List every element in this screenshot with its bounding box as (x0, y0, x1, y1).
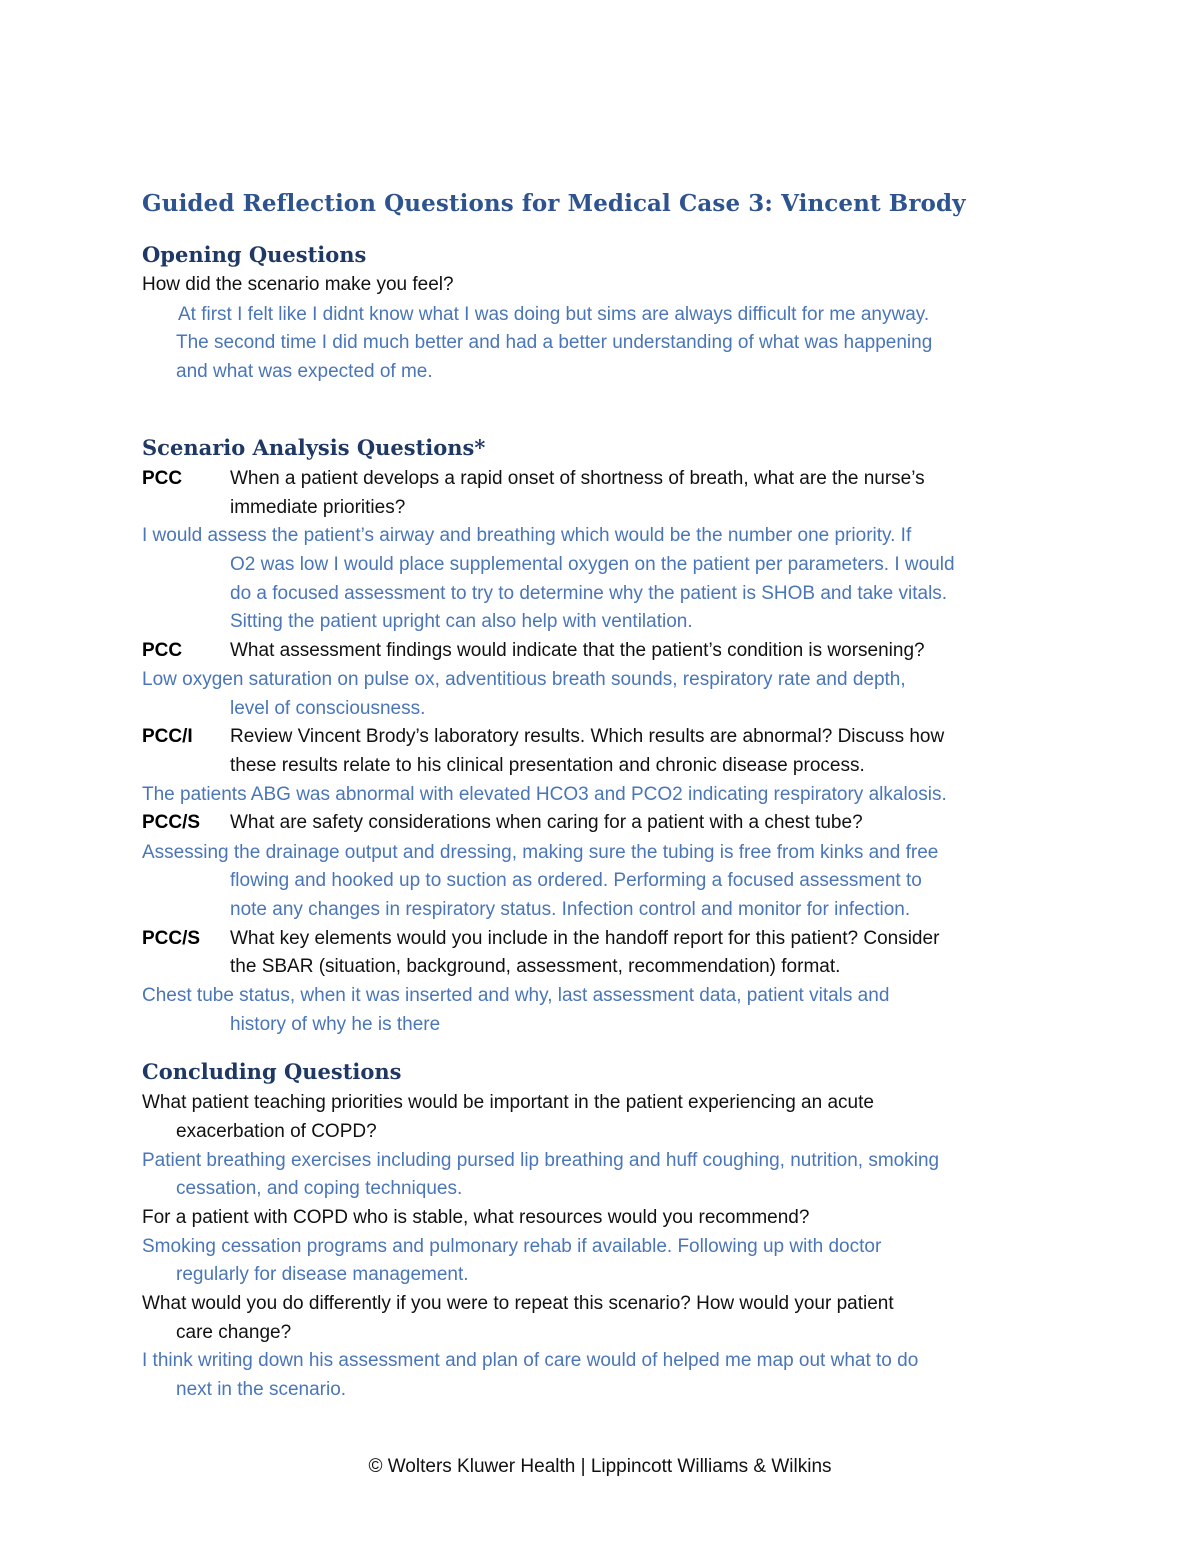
copyright-footer: © Wolters Kluwer Health | Lippincott Williams & Wilkins (368, 1456, 832, 1477)
concluding-answer-line: Smoking cessation programs and pulmonary rehab if available. Following up with doctor (142, 1236, 882, 1257)
analysis-question-line: What key elements would you include in the handoff report for this patient? Consider (230, 928, 940, 949)
analysis-question-line: these results relate to his clinical presentation and chronic disease process. (230, 755, 865, 776)
concluding-question-line: What patient teaching priorities would be important in the patient experiencing an acute (142, 1092, 874, 1113)
question-category-label: PCC (142, 468, 183, 489)
analysis-question-line: the SBAR (situation, background, assessment, recommendation) format. (230, 956, 841, 977)
analysis-answer-line: history of why he is there (230, 1014, 441, 1035)
question-category-label: PCC (142, 640, 183, 661)
concluding-answer-line: regularly for disease management. (176, 1264, 469, 1285)
analysis-answer-line: Assessing the drainage output and dressing, making sure the tubing is free from kinks and free (142, 842, 939, 863)
analysis-answer-line: Chest tube status, when it was inserted and why, last assessment data, patient vitals and (142, 985, 890, 1006)
analysis-answer-line: Low oxygen saturation on pulse ox, adventitious breath sounds, respiratory rate and depth, (142, 669, 906, 690)
analysis-heading: Scenario Analysis Questions* (142, 435, 486, 460)
concluding-answer-line: cessation, and coping techniques. (176, 1178, 463, 1199)
analysis-question-line: Review Vincent Brody’s laboratory results. Which results are abnormal? Discuss how (230, 726, 945, 747)
question-category-label: PCC/I (142, 726, 193, 747)
analysis-question-line: What are safety considerations when caring for a patient with a chest tube? (230, 812, 863, 833)
analysis-answer-line: flowing and hooked up to suction as ordered. Performing a focused assessment to (230, 870, 922, 891)
question-category-label: PCC/S (142, 928, 201, 949)
concluding-question-line: exacerbation of COPD? (176, 1121, 377, 1142)
concluding-question-line: For a patient with COPD who is stable, what resources would you recommend? (142, 1207, 810, 1228)
concluding-question-line: care change? (176, 1322, 292, 1343)
concluding-answer-line: I think writing down his assessment and plan of care would of helped me map out what to do (142, 1350, 919, 1371)
question-category-label: PCC/S (142, 812, 201, 833)
analysis-answer-line: The patients ABG was abnormal with elevated HCO3 and PCO2 indicating respiratory alkalosis. (142, 784, 947, 805)
document-title: Guided Reflection Questions for Medical Case 3: Vincent Brody (142, 190, 966, 217)
analysis-answer-line: do a focused assessment to try to determine why the patient is SHOB and take vitals. (230, 583, 948, 604)
concluding-question-line: What would you do differently if you were to repeat this scenario? How would your patient (142, 1293, 894, 1314)
analysis-answer-line: level of consciousness. (230, 698, 426, 719)
concluding-answer-line: next in the scenario. (176, 1379, 347, 1400)
opening-heading: Opening Questions (142, 242, 367, 267)
opening-question: How did the scenario make you feel? (142, 274, 454, 295)
analysis-question-line: What assessment findings would indicate that the patient’s condition is worsening? (230, 640, 925, 661)
analysis-question-line: When a patient develops a rapid onset of shortness of breath, what are the nurse’s (230, 468, 925, 489)
concluding-heading: Concluding Questions (142, 1059, 402, 1084)
opening-answer-line: and what was expected of me. (176, 361, 433, 382)
analysis-answer-line: I would assess the patient’s airway and breathing which would be the number one priority. If (142, 525, 912, 546)
opening-answer-line: The second time I did much better and had a better understanding of what was happening (176, 332, 933, 353)
concluding-answer-line: Patient breathing exercises including pursed lip breathing and huff coughing, nutrition, smoking (142, 1150, 940, 1171)
analysis-question-line: immediate priorities? (230, 497, 406, 518)
opening-answer-line: At first I felt like I didnt know what I was doing but sims are always difficult for me anyway. (178, 304, 930, 325)
analysis-answer-line: O2 was low I would place supplemental oxygen on the patient per parameters. I would (230, 554, 955, 575)
analysis-answer-line: Sitting the patient upright can also help with ventilation. (230, 611, 693, 632)
analysis-answer-line: note any changes in respiratory status. Infection control and monitor for infection. (230, 899, 911, 920)
